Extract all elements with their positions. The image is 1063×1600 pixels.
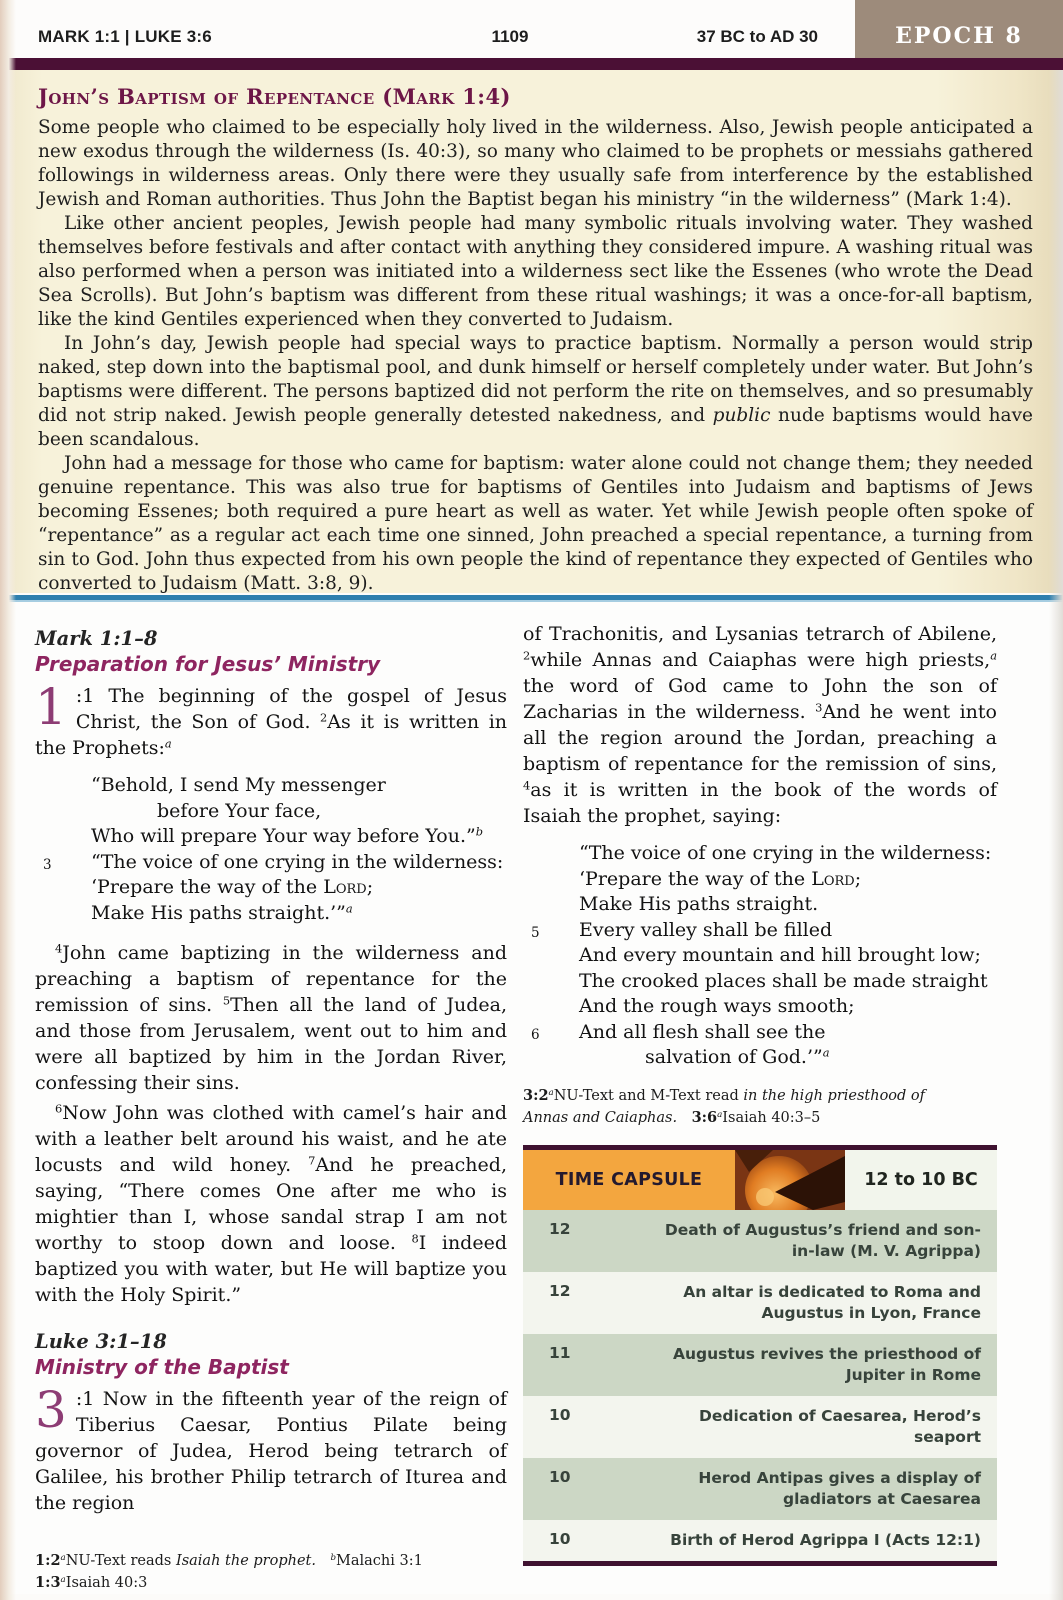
text-segment: as it is written in the book of the words of Isaiah the prophet, saying: xyxy=(523,779,997,827)
text-segment: before Your face, xyxy=(157,799,322,822)
text-segment: a xyxy=(717,1109,723,1120)
text-segment: a xyxy=(345,901,353,916)
text-segment: And all flesh shall see the xyxy=(579,1020,826,1043)
text-segment: Some people who claimed to be especially holy lived in the wilderness. Also, Jewish people anticipated a new exodus through the wilderness (Is. 40:3), so many who claimed to be prophets or messiahs gathered followings in wilderness areas. Only there were they usually safe from interference by the established Jewish and Roman authorities. Thus John the Baptist began his ministry “in the wilderness” (Mark 1:4). xyxy=(38,117,1033,210)
event-description: Augustus revives the priesthood of Jupiter in Rome xyxy=(672,1344,981,1384)
text-segment: John had a message for those who came for baptism: water alone could not change them; they needed genuine repentance. This was also true for baptisms of Gentiles into Judaism and baptisms of Jews becoming Essenes; both required a pure heart as well as water. Yet while Jewish people often spoke of “repentance” as a regular act each time one sinned, John preached a special repentance, a turning from sin to God. John thus expected from his own people the kind of repentance they expected of Gentiles who converted to Judaism (Matt. 3:8, 9). xyxy=(38,453,1033,594)
poem-line xyxy=(523,994,997,1020)
feature-paragraph xyxy=(38,212,1033,332)
text-segment: in the high priesthood of Annas and Caiaphas. xyxy=(523,1087,926,1126)
time-capsule-row xyxy=(523,1396,997,1458)
time-capsule-table xyxy=(523,1145,997,1566)
text-segment: ; xyxy=(854,867,862,890)
text-segment: 4 xyxy=(55,941,63,956)
text-segment: 4 xyxy=(523,778,531,793)
text-segment: while Annas and Caiaphas were high priests, xyxy=(530,649,991,671)
text-segment: And he preached, saying, “There comes One after me who is mightier than I, whose sandal strap I am not worthy to stoop down and loose. xyxy=(35,1154,507,1254)
text-segment: “The voice of one crying in the wilderness: xyxy=(579,842,992,864)
text-segment: b xyxy=(475,824,484,839)
text-segment: Make His paths straight. xyxy=(579,893,819,915)
passage-reference: Mark 1:1–8 xyxy=(35,627,158,650)
text-segment: a xyxy=(822,1045,830,1060)
event-year: 11 xyxy=(549,1343,571,1362)
event-year: 12 xyxy=(549,1219,571,1238)
footnote-line xyxy=(35,1572,507,1594)
text-segment: I indeed baptized you with water, but He will baptize you with the Holy Spirit.” xyxy=(35,1232,507,1306)
text-segment: 6 xyxy=(55,1101,63,1116)
text-segment: 2 xyxy=(320,710,328,725)
verse-number: 6 xyxy=(531,1026,540,1043)
text-segment: 1:2 xyxy=(35,1552,61,1569)
text-segment: The crooked places shall be made straight xyxy=(579,969,988,992)
feature-article xyxy=(0,70,1063,593)
text-segment: Isaiah 40:3 xyxy=(65,1575,148,1591)
poem-line xyxy=(523,1045,997,1071)
text-segment: :1 The beginning of the gospel of Jesus Christ, the Son of God. xyxy=(75,685,507,733)
text-segment: a xyxy=(990,648,997,663)
text-segment: ; xyxy=(366,876,374,898)
right-column xyxy=(523,621,997,1594)
left-column xyxy=(35,621,507,1594)
text-segment: Every valley shall be filled xyxy=(579,918,833,941)
table-bottom-rule xyxy=(523,1561,997,1566)
text-segment: 5 xyxy=(222,993,231,1008)
text-segment: a xyxy=(548,1087,554,1098)
text-segment: Isaiah the prophet. xyxy=(175,1553,316,1569)
text-segment: of Trachonitis, and Lysanias tetrarch of Abilene, xyxy=(523,623,997,645)
text-segment: Who will prepare Your way before You.” xyxy=(91,825,476,847)
text-segment: Like other ancient peoples, Jewish people had many symbolic rituals involving water. They washed themselves before festivals and after contact with anything they considered impure. A washing ritual was also performed when a person was initiated into a wilderness sect like the Essenes (who wrote the Dead Sea Scrolls). But John’s baptism was different from these ritual washings; it was a once-for-all baptism, like the kind Gentiles experienced when they converted to Judaism. xyxy=(38,213,1033,330)
verse-paragraph xyxy=(35,1100,507,1308)
text-segment: NU-Text and M-Text read xyxy=(553,1087,744,1104)
footnote-line xyxy=(35,1550,507,1572)
poem-line xyxy=(35,824,507,850)
time-capsule-range: 12 to 10 BC xyxy=(845,1150,997,1210)
poem-line xyxy=(35,799,507,825)
chapter-number: 1 xyxy=(35,678,67,736)
text-segment: nude baptisms would have been scandalous. xyxy=(38,405,1033,450)
feature-title: John’s Baptism of Repentance (Mark 1:4) xyxy=(38,84,511,109)
text-segment: salvation of God.’” xyxy=(645,1046,823,1068)
verse-paragraph xyxy=(523,621,997,829)
text-segment: public xyxy=(712,405,771,426)
text-segment: :1 Now in the fifteenth year of the reign of Tiberius Caesar, Pontius Pilate being governor of Judea, Herod being tetrarch of Galilee, his brother Philip tetrarch of Iturea and the region xyxy=(35,1388,507,1514)
poem-line xyxy=(523,1020,997,1046)
time-capsule-rows xyxy=(523,1210,997,1561)
time-capsule-image xyxy=(735,1150,845,1210)
text-segment: ‘Prepare the way of the xyxy=(579,867,812,890)
text-segment: In John’s day, Jewish people had special ways to practice baptism. Normally a person would strip naked, step down into the baptismal pool, and dunk himself or herself completely under water. But John’s baptisms were different. The persons baptized did not perform the rite on themselves, and so presumably did not strip naked. Jewish people generally detested nakedness, and xyxy=(38,333,1033,426)
text-segment: 1:3 xyxy=(35,1574,61,1591)
running-header xyxy=(0,0,1063,58)
text-segment: “Behold, I send My messenger xyxy=(91,774,386,796)
poem-line xyxy=(523,969,997,995)
poem-line xyxy=(523,892,997,918)
feature-paragraph xyxy=(38,452,1033,596)
epoch-badge: EPOCH 8 xyxy=(855,0,1063,58)
text-segment: NU-Text reads xyxy=(65,1553,176,1569)
time-capsule-row xyxy=(523,1334,997,1396)
text-segment: 8 xyxy=(411,1231,419,1246)
scripture-reference: MARK 1:1 | LUKE 3:6 xyxy=(38,27,212,46)
event-year: 10 xyxy=(549,1405,571,1424)
date-range: 37 BC to AD 30 xyxy=(696,27,818,46)
maroon-divider xyxy=(0,58,1063,70)
poetry-block xyxy=(35,773,507,926)
text-segment: Make His paths straight.’” xyxy=(91,901,346,924)
event-description: Death of Augustus’s friend and son-in-law (M. V. Agrippa) xyxy=(664,1220,981,1260)
event-description: An altar is dedicated to Roma and Augustus in Lyon, France xyxy=(683,1282,981,1322)
poem-line xyxy=(35,773,507,799)
text-segment: 2 xyxy=(523,648,531,663)
text-segment: And he went into all the region around the Jordan, preaching a baptism of repentance for the remission of sins, xyxy=(523,701,997,775)
text-segment: Lord xyxy=(323,876,367,898)
poem-line xyxy=(523,867,997,893)
feature-paragraph xyxy=(38,116,1033,212)
time-capsule-title: TIME CAPSULE xyxy=(523,1150,735,1210)
text-segment xyxy=(316,1553,331,1569)
time-capsule-header xyxy=(523,1150,997,1210)
text-segment: ‘Prepare the way of the xyxy=(91,876,324,898)
verse-paragraph xyxy=(35,1381,507,1516)
time-capsule-row xyxy=(523,1520,997,1561)
event-year: 10 xyxy=(549,1467,571,1486)
text-segment: b xyxy=(330,1553,337,1564)
text-segment: Then all the land of Judea, and those from Jerusalem, went out to him and were all baptized by him in the Jordan River, confessing their sins. xyxy=(35,994,507,1094)
text-segment: And the rough ways smooth; xyxy=(579,995,855,1017)
poem-line xyxy=(523,943,997,969)
text-segment: John came baptizing in the wilderness and preaching a baptism of repentance for the remission of sins. xyxy=(35,942,507,1016)
poem-line xyxy=(35,850,507,876)
verse-number: 5 xyxy=(531,924,540,941)
text-segment: a xyxy=(60,1575,66,1586)
event-year: 12 xyxy=(549,1281,571,1300)
feature-paragraph xyxy=(38,332,1033,452)
text-segment: 3:6 xyxy=(691,1108,718,1126)
passage-reference: Luke 3:1–18 xyxy=(35,1330,167,1353)
event-description: Herod Antipas gives a display of gladiators at Caesarea xyxy=(698,1468,981,1508)
poem-line xyxy=(523,841,997,867)
feature-body xyxy=(38,116,1033,596)
poem-line xyxy=(35,901,507,927)
text-segment: Lord xyxy=(811,867,855,890)
page-number: 1109 xyxy=(491,27,529,46)
passage-title: Preparation for Jesus’ Ministry xyxy=(35,652,381,676)
text-segment: 3:2 xyxy=(523,1086,549,1104)
text-segment: “The voice of one crying in the wilderness: xyxy=(91,850,504,873)
footnotes xyxy=(35,1550,507,1594)
poem-line xyxy=(523,918,997,944)
time-capsule-row xyxy=(523,1458,997,1520)
text-segment: the word of God came to John the son of Zacharias in the wilderness. xyxy=(523,675,997,723)
poetry-block xyxy=(523,841,997,1071)
text-segment: a xyxy=(164,736,172,751)
verse-paragraph xyxy=(35,678,508,761)
text-segment: And every mountain and hill brought low; xyxy=(579,944,981,966)
passage-title: Ministry of the Baptist xyxy=(35,1355,289,1379)
event-year: 10 xyxy=(549,1529,571,1548)
text-segment: Now John was clothed with camel’s hair and with a leather belt around his waist, and he ate locusts and wild honey. xyxy=(35,1102,507,1176)
poem-line xyxy=(35,875,507,901)
time-capsule-row xyxy=(523,1272,997,1334)
text-segment: 7 xyxy=(308,1153,316,1168)
footnotes xyxy=(523,1085,968,1129)
verse-number: 3 xyxy=(43,856,52,873)
text-segment: As it is written in the Prophets: xyxy=(35,711,508,759)
text-segment xyxy=(677,1110,692,1126)
chapter-number: 3 xyxy=(35,1381,67,1439)
event-description: Dedication of Caesarea, Herod’s seaport xyxy=(699,1406,981,1446)
text-segment: Isaiah 40:3–5 xyxy=(722,1109,821,1126)
text-segment: Malachi 3:1 xyxy=(336,1553,423,1569)
text-segment: a xyxy=(60,1553,66,1564)
verse-paragraph xyxy=(35,940,507,1096)
bible-text xyxy=(0,603,1063,1594)
time-capsule-row xyxy=(523,1210,997,1272)
text-segment: 3 xyxy=(815,700,823,715)
event-description: Birth of Herod Agrippa I (Acts 12:1) xyxy=(670,1530,981,1549)
